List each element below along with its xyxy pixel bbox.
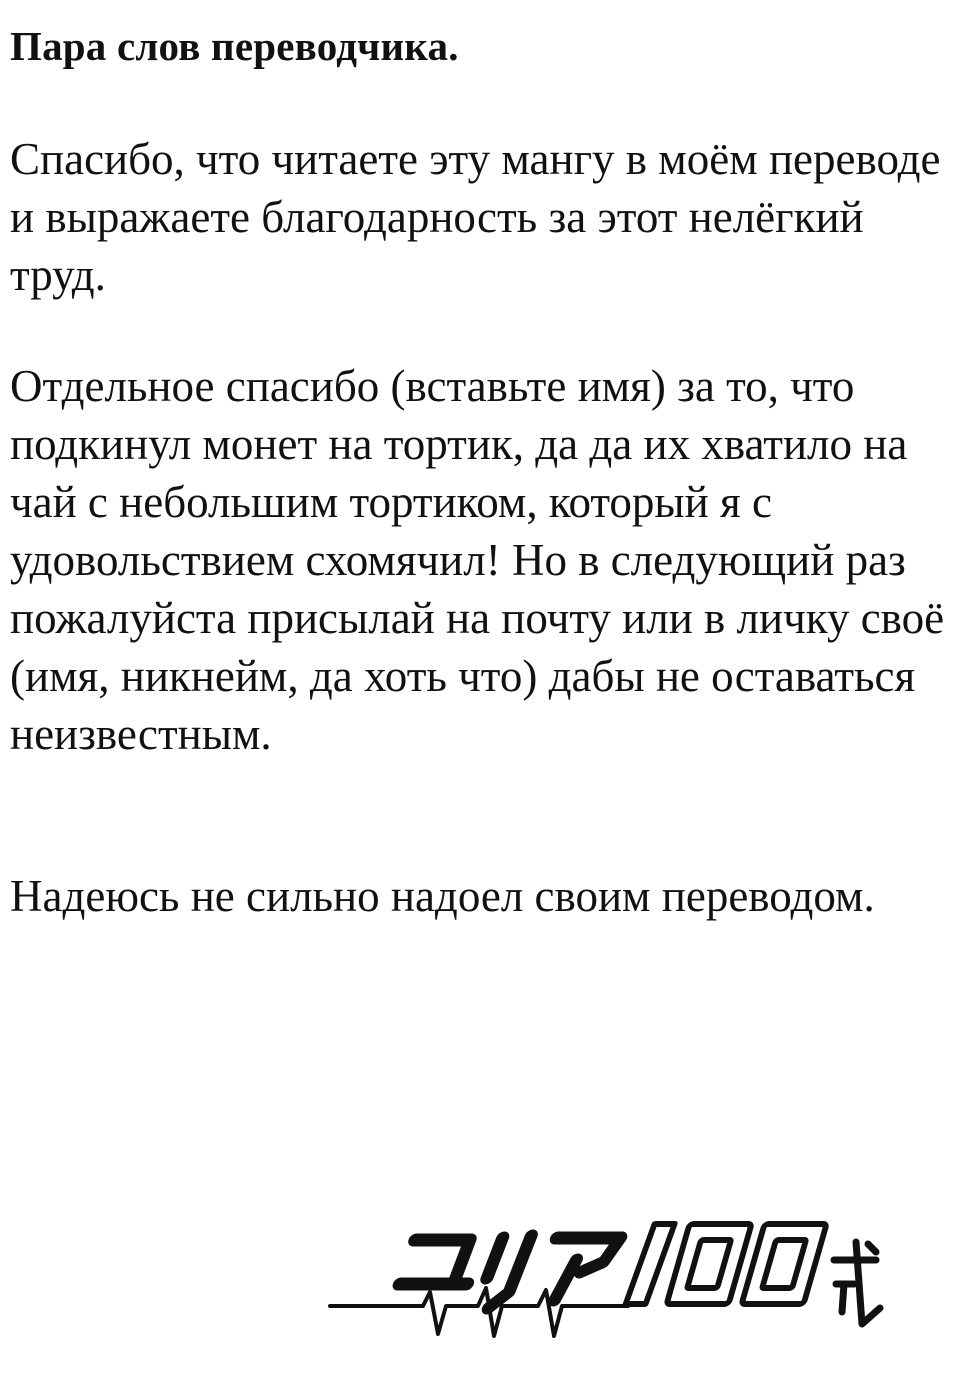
logo-digit-0a	[667, 1224, 752, 1304]
logo-glyph-1	[399, 1240, 480, 1284]
series-logo	[328, 1212, 888, 1362]
paragraph-special-thanks: Отдельное спасибо (вставьте имя) за то, что подкинул монет на тортик, да да их хватило на чай с небольшим тортиком, который я с удовольствием схомячил! Но в следующий раз пожалуйста присылай на почту или в личку своё (имя, никнейм, да хоть что) дабы не оставаться неизвестным.	[10, 361, 945, 759]
logo-glyph-3	[539, 1238, 621, 1300]
paragraph-closing: Надеюсь не сильно надоел своим переводом.	[10, 871, 875, 921]
logo-digit-0b	[742, 1224, 827, 1304]
page-title: Пара слов переводчика.	[10, 23, 459, 69]
logo-kanji	[834, 1242, 880, 1324]
logo-heartbeat-line	[330, 1288, 628, 1336]
paragraph-thanks: Спасибо, что читаете эту мангу в моём переводе и выражаете благодарность за этот нелёгкий труд.	[10, 134, 941, 300]
